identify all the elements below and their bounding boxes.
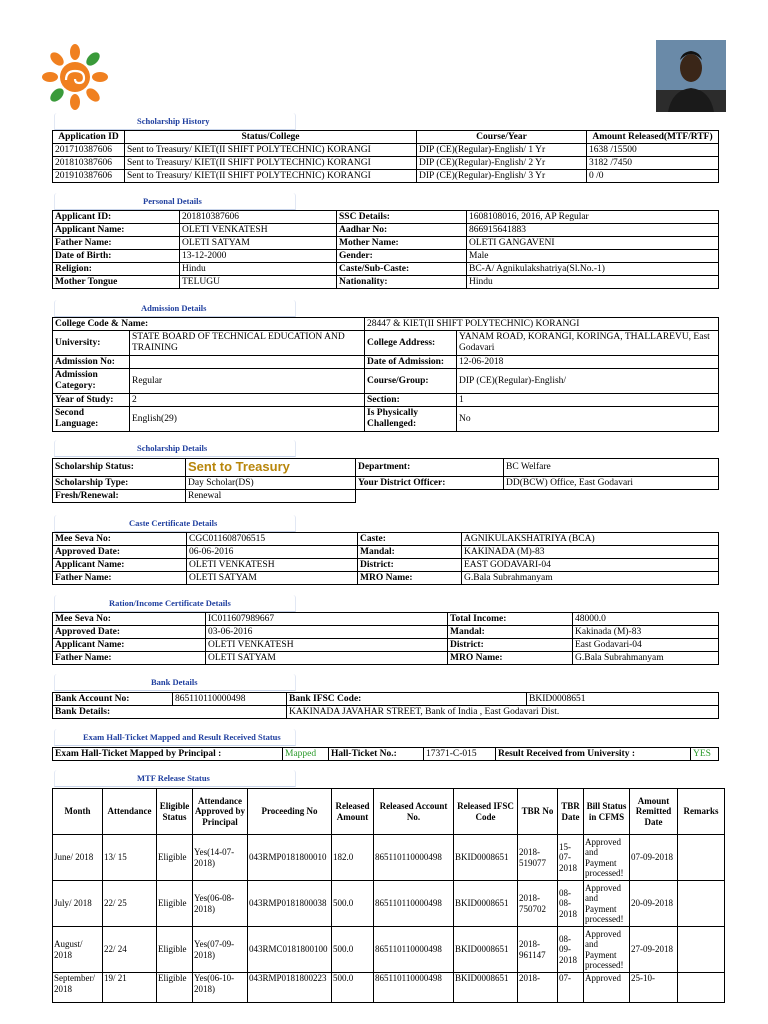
value-approved-date: 06-06-2016 — [187, 546, 358, 559]
table-cell: 043RMP0181800010 — [248, 835, 332, 881]
table-row — [53, 237, 719, 250]
scholarship-history-table — [52, 130, 719, 183]
table-cell: 3182 /7450 — [587, 157, 719, 170]
value-fresh-renewal: Renewal — [186, 490, 356, 503]
label-father-name: Father Name: — [53, 237, 180, 250]
section-title-caste-certificate: Caste Certificate Details — [54, 515, 296, 532]
table-row — [53, 224, 719, 237]
value-result-received: YES — [691, 748, 719, 761]
label-mandal: Mandal: — [358, 546, 462, 559]
value-applicant-id: 201810387606 — [180, 211, 337, 224]
value-university: STATE BOARD OF TECHNICAL EDUCATION AND TRAINING — [130, 331, 365, 356]
label-aadhar: Aadhar No: — [337, 224, 467, 237]
table-cell: Sent to Treasury/ KIET(II SHIFT POLYTECHNIC) KORANGI — [125, 170, 417, 183]
value-department: BC Welfare — [504, 459, 719, 477]
value-district: East Godavari-04 — [573, 639, 719, 652]
table-row — [53, 927, 725, 973]
table-cell: BKID0008651 — [454, 881, 518, 927]
table-cell: Sent to Treasury/ KIET(II SHIFT POLYTECHNIC) KORANGI — [125, 157, 417, 170]
label-total-income: Total Income: — [448, 613, 573, 626]
table-row — [53, 546, 719, 559]
header-cell: Amount Released(MTF/RTF) — [587, 131, 719, 144]
label-hall-ticket-no: Hall-Ticket No.: — [329, 748, 424, 761]
section-title-bank-details: Bank Details — [54, 674, 296, 691]
section-title-hall-ticket: Exam Hall-Ticket Mapped and Result Received Status — [54, 729, 296, 746]
table-cell: 22/ 24 — [103, 927, 157, 973]
label-applicant-name: Applicant Name: — [53, 639, 206, 652]
value-mro-name: G.Bala Subrahmanyam — [462, 572, 719, 585]
header-cell: Attendance — [103, 789, 157, 835]
table-cell: 182.0 — [332, 835, 374, 881]
table-row — [53, 394, 719, 407]
label-father-name: Father Name: — [53, 652, 206, 665]
table-cell: 20-09-2018 — [630, 881, 678, 927]
table-cell: Eligible — [157, 927, 193, 973]
table-row — [53, 572, 719, 585]
table-cell: 13/ 15 — [103, 835, 157, 881]
label-scholarship-type: Scholarship Type: — [53, 477, 186, 490]
table-row — [53, 693, 719, 706]
table-header-row — [53, 131, 719, 144]
table-cell: 2018-961147 — [518, 927, 558, 973]
table-cell: 07- — [558, 973, 584, 1003]
value-religion: Hindu — [180, 263, 337, 276]
label-hall-ticket-mapped: Exam Hall-Ticket Mapped by Principal : — [53, 748, 283, 761]
label-approved-date: Approved Date: — [53, 626, 206, 639]
value-district-officer: DD(BCW) Office, East Godavari — [504, 477, 719, 490]
table-cell: August/ 2018 — [53, 927, 103, 973]
table-row — [53, 276, 719, 289]
label-applicant-name: Applicant Name: — [53, 559, 187, 572]
value-approved-date: 03-06-2016 — [206, 626, 448, 639]
header-cell: Bill Status in CFMS — [584, 789, 630, 835]
label-scholarship-status: Scholarship Status: — [53, 459, 186, 477]
header-cell: Attendance Approved by Principal — [193, 789, 248, 835]
header-cell: Released Amount — [332, 789, 374, 835]
section-title-ration-income: Ration/Income Certificate Details — [54, 595, 296, 612]
value-dob: 13-12-2000 — [180, 250, 337, 263]
table-cell: Yes(06-10-2018) — [193, 973, 248, 1003]
table-row — [53, 250, 719, 263]
value-mro-name: G.Bala Subrahmanyam — [573, 652, 719, 665]
table-row — [53, 331, 719, 356]
label-mro-name: MRO Name: — [448, 652, 573, 665]
table-cell — [678, 927, 725, 973]
table-cell: 865110110000498 — [374, 973, 454, 1003]
table-cell: Sent to Treasury/ KIET(II SHIFT POLYTECHNIC) KORANGI — [125, 144, 417, 157]
table-row — [53, 144, 719, 157]
label-father-name: Father Name: — [53, 572, 187, 585]
table-row — [53, 639, 719, 652]
value-district: EAST GODAVARI-04 — [462, 559, 719, 572]
table-row — [53, 533, 719, 546]
label-applicant-id: Applicant ID: — [53, 211, 180, 224]
value-college-address: YANAM ROAD, KORANGI, KORINGA, THALLAREVU, East Godavari — [457, 331, 719, 356]
section-title-scholarship-history: Scholarship History — [54, 113, 296, 130]
header-cell: TBR Date — [558, 789, 584, 835]
table-cell: 201810387606 — [53, 157, 125, 170]
table-row — [53, 459, 719, 477]
table-cell: BKID0008651 — [454, 835, 518, 881]
header-cell: Remarks — [678, 789, 725, 835]
table-cell: September/ 2018 — [53, 973, 103, 1003]
table-cell: 15-07-2018 — [558, 835, 584, 881]
table-cell: Yes(07-09-2018) — [193, 927, 248, 973]
table-cell: 22/ 25 — [103, 881, 157, 927]
mtf-release-table — [52, 788, 725, 1003]
value-father-name: OLETI SATYAM — [206, 652, 448, 665]
table-row — [53, 369, 719, 394]
table-cell: Eligible — [157, 881, 193, 927]
table-row — [53, 748, 719, 761]
value-hall-ticket-no: 17371-C-015 — [424, 748, 496, 761]
value-applicant-name: OLETI VENKATESH — [187, 559, 358, 572]
table-cell: DIP (CE)(Regular)-English/ 3 Yr — [417, 170, 587, 183]
label-approved-date: Approved Date: — [53, 546, 187, 559]
header-cell: TBR No — [518, 789, 558, 835]
header-cell: Status/College — [125, 131, 417, 144]
label-department: Department: — [356, 459, 504, 477]
table-cell: Approved and Payment processed! — [584, 881, 630, 927]
table-cell: 500.0 — [332, 881, 374, 927]
table-cell: 1638 /15500 — [587, 144, 719, 157]
table-cell: July/ 2018 — [53, 881, 103, 927]
table-row — [53, 170, 719, 183]
value-physically-challenged: No — [457, 407, 719, 432]
value-college-code: 28447 & KIET(II SHIFT POLYTECHNIC) KORANGI — [365, 318, 719, 331]
table-cell: BKID0008651 — [454, 973, 518, 1003]
value-aadhar: 866915641883 — [467, 224, 719, 237]
table-cell — [678, 973, 725, 1003]
value-mandal: KAKINADA (M)-83 — [462, 546, 719, 559]
table-row — [53, 157, 719, 170]
table-row — [53, 973, 725, 1003]
table-cell: 043RMP0181800038 — [248, 881, 332, 927]
table-row — [53, 626, 719, 639]
hall-ticket-table — [52, 747, 719, 761]
table-header-row — [53, 789, 725, 835]
value-mother-name: OLETI GANGAVENI — [467, 237, 719, 250]
value-section: 1 — [457, 394, 719, 407]
value-bank-account: 865110110000498 — [173, 693, 287, 706]
caste-certificate-table — [52, 532, 719, 585]
value-admission-no — [130, 356, 365, 369]
value-applicant-name: OLETI VENKATESH — [206, 639, 448, 652]
value-mandal: Kakinada (M)-83 — [573, 626, 719, 639]
value-caste: AGNIKULAKSHATRIYA (BCA) — [462, 533, 719, 546]
label-mee-seva-no: Mee Seva No: — [53, 613, 206, 626]
table-cell: 27-09-2018 — [630, 927, 678, 973]
value-applicant-name: OLETI VENKATESH — [180, 224, 337, 237]
table-cell — [678, 835, 725, 881]
table-cell — [678, 881, 725, 927]
section-title-scholarship-details: Scholarship Details — [54, 440, 296, 457]
table-cell: 07-09-2018 — [630, 835, 678, 881]
applicant-photo — [656, 40, 726, 112]
label-physically-challenged: Is Physically Challenged: — [365, 407, 457, 432]
label-year-of-study: Year of Study: — [53, 394, 130, 407]
table-row — [53, 211, 719, 224]
header-cell: Eligible Status — [157, 789, 193, 835]
label-date-of-admission: Date of Admission: — [365, 356, 457, 369]
label-college-address: College Address: — [365, 331, 457, 356]
label-district: District: — [358, 559, 462, 572]
table-cell: 0 /0 — [587, 170, 719, 183]
table-cell: Eligible — [157, 835, 193, 881]
table-cell: 19/ 21 — [103, 973, 157, 1003]
table-cell: 043RMC0181800100 — [248, 927, 332, 973]
value-bank-details: KAKINADA JAVAHAR STREET, Bank of India , East Godavari Dist. — [287, 706, 719, 719]
table-cell: 865110110000498 — [374, 881, 454, 927]
label-admission-category: Admission Category: — [53, 369, 130, 394]
value-year-of-study: 2 — [130, 394, 365, 407]
value-mother-tongue: TELUGU — [180, 276, 337, 289]
label-applicant-name: Applicant Name: — [53, 224, 180, 237]
table-row — [53, 706, 719, 719]
table-cell: 865110110000498 — [374, 835, 454, 881]
header-cell: Application ID — [53, 131, 125, 144]
label-mro-name: MRO Name: — [358, 572, 462, 585]
header-cell: Released IFSC Code — [454, 789, 518, 835]
label-district-officer: Your District Officer: — [356, 477, 504, 490]
value-father-name: OLETI SATYAM — [187, 572, 358, 585]
value-scholarship-status — [186, 459, 356, 477]
table-cell: Approved — [584, 973, 630, 1003]
label-course-group: Course/Group: — [365, 369, 457, 394]
table-row — [53, 881, 725, 927]
table-row — [53, 613, 719, 626]
label-second-language: Second Language: — [53, 407, 130, 432]
table-cell: 201710387606 — [53, 144, 125, 157]
value-gender: Male — [467, 250, 719, 263]
value-caste: BC-A/ Agnikulakshatriya(Sl.No.-1) — [467, 263, 719, 276]
value-father-name: OLETI SATYAM — [180, 237, 337, 250]
table-cell: Approved and Payment processed! — [584, 835, 630, 881]
scholarship-details-table — [52, 458, 719, 503]
table-row — [53, 263, 719, 276]
header-cell: Amount Remitted Date — [630, 789, 678, 835]
label-admission-no: Admission No: — [53, 356, 130, 369]
section-title-mtf-release: MTF Release Status — [54, 770, 296, 787]
label-ifsc: Bank IFSC Code: — [287, 693, 527, 706]
header-cell: Course/Year — [417, 131, 587, 144]
table-cell: 201910387606 — [53, 170, 125, 183]
table-cell: 08-08-2018 — [558, 881, 584, 927]
label-caste: Caste/Sub-Caste: — [337, 263, 467, 276]
table-cell: DIP (CE)(Regular)-English/ 2 Yr — [417, 157, 587, 170]
table-cell: Approved and Payment processed! — [584, 927, 630, 973]
table-cell: 500.0 — [332, 973, 374, 1003]
header-cell: Released Account No. — [374, 789, 454, 835]
table-row — [53, 652, 719, 665]
section-title-personal-details: Personal Details — [54, 193, 296, 210]
table-row — [53, 318, 719, 331]
table-cell: 500.0 — [332, 927, 374, 973]
admission-details-table — [52, 317, 719, 432]
label-dob: Date of Birth: — [53, 250, 180, 263]
table-cell: 08-09-2018 — [558, 927, 584, 973]
table-row — [53, 559, 719, 572]
table-cell: 25-10- — [630, 973, 678, 1003]
table-cell: Yes(06-08-2018) — [193, 881, 248, 927]
empty-cell — [356, 490, 719, 503]
table-cell: 2018-750702 — [518, 881, 558, 927]
label-fresh-renewal: Fresh/Renewal: — [53, 490, 186, 503]
label-gender: Gender: — [337, 250, 467, 263]
label-mother-name: Mother Name: — [337, 237, 467, 250]
label-ssc-details: SSC Details: — [337, 211, 467, 224]
value-mee-seva-no: IC011607989667 — [206, 613, 448, 626]
table-cell: Yes(14-07-2018) — [193, 835, 248, 881]
label-result-received: Result Received from University : — [496, 748, 691, 761]
table-row — [53, 356, 719, 369]
value-second-language: English(29) — [130, 407, 365, 432]
header-cell: Month — [53, 789, 103, 835]
value-admission-category: Regular — [130, 369, 365, 394]
label-university: University: — [53, 331, 130, 356]
value-date-of-admission: 12-06-2018 — [457, 356, 719, 369]
label-mother-tongue: Mother Tongue — [53, 276, 180, 289]
status-badge: Sent to Treasury — [188, 458, 290, 474]
label-religion: Religion: — [53, 263, 180, 276]
table-row — [53, 835, 725, 881]
table-row — [53, 490, 719, 503]
table-cell: June/ 2018 — [53, 835, 103, 881]
table-cell: DIP (CE)(Regular)-English/ 1 Yr — [417, 144, 587, 157]
table-cell: 2018- — [518, 973, 558, 1003]
table-cell: BKID0008651 — [454, 927, 518, 973]
value-ifsc: BKID0008651 — [527, 693, 719, 706]
label-mandal: Mandal: — [448, 626, 573, 639]
label-mee-seva-no: Mee Seva No: — [53, 533, 187, 546]
section-title-admission-details: Admission Details — [54, 300, 296, 317]
header-cell: Proceeding No — [248, 789, 332, 835]
value-total-income: 48000.0 — [573, 613, 719, 626]
table-row — [53, 407, 719, 432]
logo-icon — [42, 44, 108, 110]
table-cell: 865110110000498 — [374, 927, 454, 973]
bank-details-table — [52, 692, 719, 719]
personal-details-table — [52, 210, 719, 289]
value-ssc-details: 1608108016, 2016, AP Regular — [467, 211, 719, 224]
label-bank-details: Bank Details: — [53, 706, 287, 719]
label-nationality: Nationality: — [337, 276, 467, 289]
table-cell: Eligible — [157, 973, 193, 1003]
value-hall-ticket-mapped: Mapped — [283, 748, 329, 761]
label-section: Section: — [365, 394, 457, 407]
value-scholarship-type: Day Scholar(DS) — [186, 477, 356, 490]
table-cell: 043RMP0181800223 — [248, 973, 332, 1003]
table-cell: 2018-519077 — [518, 835, 558, 881]
value-course-group: DIP (CE)(Regular)-English/ — [457, 369, 719, 394]
label-caste: Caste: — [358, 533, 462, 546]
ration-income-table — [52, 612, 719, 665]
label-bank-account: Bank Account No: — [53, 693, 173, 706]
value-mee-seva-no: CGC011608706515 — [187, 533, 358, 546]
label-district: District: — [448, 639, 573, 652]
table-row — [53, 477, 719, 490]
label-college-code: College Code & Name: — [53, 318, 365, 331]
value-nationality: Hindu — [467, 276, 719, 289]
